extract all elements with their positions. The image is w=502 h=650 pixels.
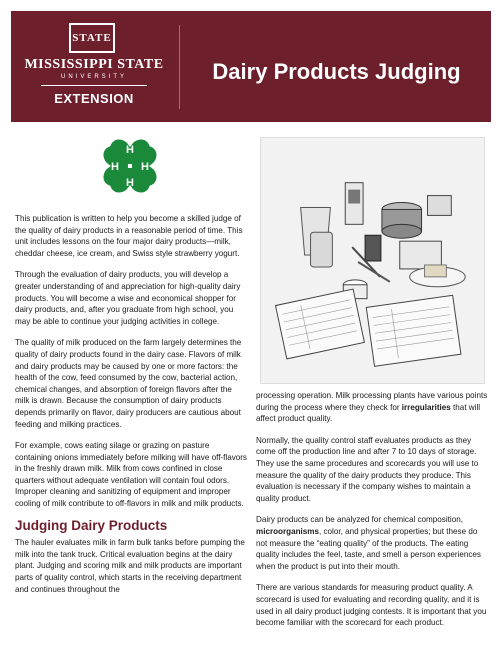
svg-text:H: H xyxy=(126,144,134,156)
section-heading: Judging Dairy Products xyxy=(15,517,168,533)
header-banner xyxy=(11,11,491,122)
logo-extension-label: EXTENSION xyxy=(54,91,134,106)
milk-quality-paragraph: The quality of milk produced on the farm largely determines the quality of dairy products found in the dairy case. Flavors of milk and dairy products may be caused by one or more factors: the health of the cow, feed consumed by the cow, bacterial action, chemical changes, and absorption of foreign flavors after the milk is drawn. Because the consumption of dairy products depends primarily on flavor, dairy producers are cautious about feeding and milking practices. xyxy=(15,338,242,429)
analysis-paragraph: Dairy products can be analyzed for chemical composition, microorganisms, color, and physical properties; but these do not measure the “eating quality” of the products. The eating quality includes the feel, taste, and smell a person experiences when the product is put into their mouth. xyxy=(256,515,481,571)
banner-divider xyxy=(179,25,180,109)
term-irregularities: irregularities xyxy=(401,402,451,412)
msu-seal-icon: STATE xyxy=(69,23,115,53)
quality-control-paragraph: Normally, the quality control staff evaluates products as they come off the production line and after 7 to 10 days of storage. They use the same procedures and scorecards you will use to measure the quality of the dairy products they produce. This evaluation is necessary if the company wishes to maintain a quality product. xyxy=(256,435,479,503)
page-title: Dairy Products Judging xyxy=(212,59,461,84)
svg-text:H: H xyxy=(141,161,149,173)
intro-paragraph: This publication is written to help you become a skilled judge of the quality of dairy products in a reasonable period of time. This unit includes lessons on the four major dairy products—milk, cheddar cheese, ice cream, and Swiss style strawberry yogurt. xyxy=(15,214,243,258)
term-microorganisms: microorganisms xyxy=(256,526,319,536)
evaluation-paragraph: Through the evaluation of dairy products, you will develop a greater understanding of and appreciation for high-quality dairy products. You will become a wise and economical shopper for dairy products, and, after you graduate from high school, you may be able to continue your judging activities in college. xyxy=(15,270,241,326)
four-h-clover-icon xyxy=(97,133,163,199)
msu-extension-logo xyxy=(19,19,169,115)
scorecard-paragraph: There are various standards for measuring product quality. A scorecard is used for evaluating and recording quality, and it is used in all dairy product judging contests. It is important that you become familiar with the scorecard for each product. xyxy=(256,583,487,628)
hauler-paragraph: The hauler evaluates milk in farm bulk tanks before pumping the milk into the tank truck. Critical evaluation begins at the dairy plant. Judging and scoring milk and milk products are important parts of quality control, which starts in the receiving department and continues throughout the xyxy=(15,538,245,594)
left-column xyxy=(15,213,247,605)
off-flavors-paragraph: For example, cows eating silage or grazing on pasture containing onions immediately before milking will have off-flavors in the freshly drawn milk. Milk from cows confined in close quarters without adequate ventilation will contain foul odors. Improper cleaning and sanitizing of equipment and improper cooling of milk contribute to off-flavors in milk and milk products. xyxy=(15,441,247,509)
right-column xyxy=(256,390,488,639)
svg-text:H: H xyxy=(111,161,119,173)
logo-university-label: UNIVERSITY xyxy=(60,74,127,80)
dairy-equipment-photo xyxy=(260,137,485,384)
svg-text:H: H xyxy=(126,177,134,189)
logo-divider xyxy=(41,85,147,86)
logo-university-name: MISSISSIPPI STATE xyxy=(24,57,164,72)
processing-paragraph: processing operation. Milk processing plants have various points during the process where they check for irregularities that will affect product quality. xyxy=(256,391,488,424)
